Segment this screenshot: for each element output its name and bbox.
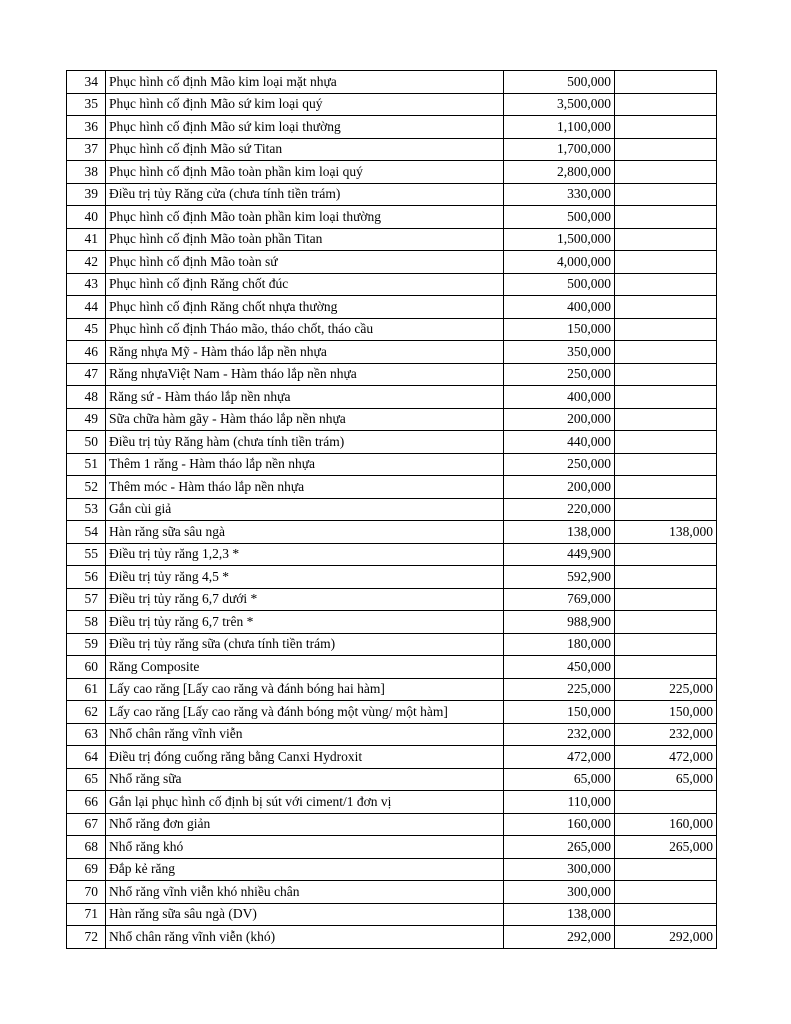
service-name-cell: Đắp kẻ răng — [106, 858, 504, 881]
row-number-cell: 49 — [67, 408, 106, 431]
price-cell: 350,000 — [504, 341, 615, 364]
insurance-price-cell — [615, 588, 717, 611]
row-number-cell: 71 — [67, 903, 106, 926]
insurance-price-cell — [615, 408, 717, 431]
insurance-price-cell — [615, 318, 717, 341]
insurance-price-cell — [615, 656, 717, 679]
price-cell: 250,000 — [504, 363, 615, 386]
row-number-cell: 56 — [67, 566, 106, 589]
price-cell: 65,000 — [504, 768, 615, 791]
row-number-cell: 59 — [67, 633, 106, 656]
service-name-cell: Điều trị tủy răng 1,2,3 * — [106, 543, 504, 566]
table-row — [67, 813, 717, 836]
service-name-cell: Gắn cùi giả — [106, 498, 504, 521]
insurance-price-cell — [615, 903, 717, 926]
insurance-price-cell: 225,000 — [615, 678, 717, 701]
insurance-price-cell — [615, 611, 717, 634]
price-cell: 250,000 — [504, 453, 615, 476]
table-row — [67, 746, 717, 769]
table-row — [67, 228, 717, 251]
table-row — [67, 116, 717, 139]
service-name-cell: Gắn lại phục hình cố định bị sút với ciment/1 đơn vị — [106, 791, 504, 814]
insurance-price-cell — [615, 183, 717, 206]
table-row — [67, 588, 717, 611]
table-row — [67, 183, 717, 206]
price-cell: 472,000 — [504, 746, 615, 769]
service-name-cell: Phục hình cố định Mão sứ kim loại quý — [106, 93, 504, 116]
row-number-cell: 51 — [67, 453, 106, 476]
insurance-price-cell — [615, 858, 717, 881]
insurance-price-cell — [615, 363, 717, 386]
price-cell: 3,500,000 — [504, 93, 615, 116]
insurance-price-cell: 292,000 — [615, 926, 717, 949]
insurance-price-cell: 65,000 — [615, 768, 717, 791]
price-cell: 150,000 — [504, 318, 615, 341]
insurance-price-cell — [615, 93, 717, 116]
row-number-cell: 66 — [67, 791, 106, 814]
insurance-price-cell — [615, 881, 717, 904]
row-number-cell: 72 — [67, 926, 106, 949]
price-cell: 200,000 — [504, 408, 615, 431]
insurance-price-cell — [615, 116, 717, 139]
row-number-cell: 60 — [67, 656, 106, 679]
table-row — [67, 93, 717, 116]
row-number-cell: 39 — [67, 183, 106, 206]
service-name-cell: Phục hình cố định Mão sứ kim loại thường — [106, 116, 504, 139]
service-name-cell: Phục hình cố định Răng chốt nhựa thường — [106, 296, 504, 319]
row-number-cell: 44 — [67, 296, 106, 319]
service-name-cell: Nhổ chân răng vĩnh viễn — [106, 723, 504, 746]
row-number-cell: 45 — [67, 318, 106, 341]
table-row — [67, 273, 717, 296]
row-number-cell: 64 — [67, 746, 106, 769]
service-name-cell: Phục hình cố định Mão toàn phần Titan — [106, 228, 504, 251]
service-name-cell: Răng sứ - Hàm tháo lắp nền nhựa — [106, 386, 504, 409]
table-row — [67, 138, 717, 161]
row-number-cell: 62 — [67, 701, 106, 724]
service-name-cell: Răng Composite — [106, 656, 504, 679]
table-row — [67, 161, 717, 184]
insurance-price-cell — [615, 431, 717, 454]
table-row — [67, 251, 717, 274]
price-cell: 2,800,000 — [504, 161, 615, 184]
service-name-cell: Hàn răng sữa sâu ngà (DV) — [106, 903, 504, 926]
insurance-price-cell — [615, 498, 717, 521]
insurance-price-cell — [615, 296, 717, 319]
price-cell: 150,000 — [504, 701, 615, 724]
insurance-price-cell — [615, 341, 717, 364]
price-cell: 110,000 — [504, 791, 615, 814]
price-cell: 225,000 — [504, 678, 615, 701]
price-cell: 1,100,000 — [504, 116, 615, 139]
table-row — [67, 543, 717, 566]
service-name-cell: Điều trị tủy răng 4,5 * — [106, 566, 504, 589]
insurance-price-cell: 160,000 — [615, 813, 717, 836]
service-name-cell: Điều trị đóng cuống răng bằng Canxi Hydroxit — [106, 746, 504, 769]
price-cell: 500,000 — [504, 71, 615, 94]
service-name-cell: Sữa chữa hàm gãy - Hàm tháo lắp nền nhựa — [106, 408, 504, 431]
table-row — [67, 71, 717, 94]
insurance-price-cell — [615, 251, 717, 274]
price-cell: 440,000 — [504, 431, 615, 454]
price-cell: 160,000 — [504, 813, 615, 836]
table-row — [67, 318, 717, 341]
row-number-cell: 41 — [67, 228, 106, 251]
price-cell: 292,000 — [504, 926, 615, 949]
service-name-cell: Lấy cao răng [Lấy cao răng và đánh bóng một vùng/ một hàm] — [106, 701, 504, 724]
row-number-cell: 38 — [67, 161, 106, 184]
table-row — [67, 701, 717, 724]
service-name-cell: Điều trị tủy răng 6,7 dưới * — [106, 588, 504, 611]
service-name-cell: Thêm móc - Hàm tháo lắp nền nhựa — [106, 476, 504, 499]
row-number-cell: 54 — [67, 521, 106, 544]
service-name-cell: Nhổ răng sữa — [106, 768, 504, 791]
row-number-cell: 53 — [67, 498, 106, 521]
table-body — [67, 71, 717, 949]
service-name-cell: Nhổ chân răng vĩnh viễn (khó) — [106, 926, 504, 949]
insurance-price-cell — [615, 791, 717, 814]
table-row — [67, 678, 717, 701]
price-cell: 988,900 — [504, 611, 615, 634]
row-number-cell: 55 — [67, 543, 106, 566]
table-row — [67, 903, 717, 926]
service-name-cell: Hàn răng sữa sâu ngà — [106, 521, 504, 544]
price-table — [66, 70, 717, 949]
table-row — [67, 723, 717, 746]
table-row — [67, 566, 717, 589]
row-number-cell: 70 — [67, 881, 106, 904]
price-cell: 138,000 — [504, 521, 615, 544]
service-name-cell: Răng nhựa Mỹ - Hàm tháo lắp nền nhựa — [106, 341, 504, 364]
row-number-cell: 68 — [67, 836, 106, 859]
row-number-cell: 63 — [67, 723, 106, 746]
price-cell: 1,500,000 — [504, 228, 615, 251]
table-row — [67, 386, 717, 409]
service-name-cell: Phục hình cố định Răng chốt đúc — [106, 273, 504, 296]
price-cell: 500,000 — [504, 273, 615, 296]
service-name-cell: Phục hình cố định Mão toàn sứ — [106, 251, 504, 274]
price-cell: 500,000 — [504, 206, 615, 229]
insurance-price-cell: 232,000 — [615, 723, 717, 746]
row-number-cell: 42 — [67, 251, 106, 274]
insurance-price-cell: 472,000 — [615, 746, 717, 769]
service-name-cell: Điều trị tủy răng 6,7 trên * — [106, 611, 504, 634]
service-name-cell: Điều trị tủy Răng cửa (chưa tính tiền trám) — [106, 183, 504, 206]
table-row — [67, 498, 717, 521]
price-cell: 300,000 — [504, 881, 615, 904]
row-number-cell: 48 — [67, 386, 106, 409]
price-cell: 300,000 — [504, 858, 615, 881]
table-row — [67, 476, 717, 499]
price-cell: 450,000 — [504, 656, 615, 679]
price-cell: 330,000 — [504, 183, 615, 206]
service-name-cell: Nhổ răng đơn giản — [106, 813, 504, 836]
insurance-price-cell: 265,000 — [615, 836, 717, 859]
table-row — [67, 768, 717, 791]
row-number-cell: 52 — [67, 476, 106, 499]
row-number-cell: 67 — [67, 813, 106, 836]
service-name-cell: Nhổ răng vĩnh viễn khó nhiều chân — [106, 881, 504, 904]
price-cell: 180,000 — [504, 633, 615, 656]
insurance-price-cell — [615, 206, 717, 229]
insurance-price-cell — [615, 543, 717, 566]
row-number-cell: 46 — [67, 341, 106, 364]
table-row — [67, 431, 717, 454]
insurance-price-cell — [615, 273, 717, 296]
row-number-cell: 65 — [67, 768, 106, 791]
table-row — [67, 341, 717, 364]
row-number-cell: 50 — [67, 431, 106, 454]
row-number-cell: 40 — [67, 206, 106, 229]
service-name-cell: Phục hình cố định Tháo mão, tháo chốt, tháo cầu — [106, 318, 504, 341]
table-row — [67, 926, 717, 949]
row-number-cell: 36 — [67, 116, 106, 139]
price-cell: 400,000 — [504, 386, 615, 409]
price-cell: 232,000 — [504, 723, 615, 746]
table-row — [67, 633, 717, 656]
price-cell: 769,000 — [504, 588, 615, 611]
service-name-cell: Phục hình cố định Mão toàn phần kim loại thường — [106, 206, 504, 229]
row-number-cell: 57 — [67, 588, 106, 611]
insurance-price-cell — [615, 228, 717, 251]
service-name-cell: Nhổ răng khó — [106, 836, 504, 859]
price-cell: 265,000 — [504, 836, 615, 859]
insurance-price-cell — [615, 161, 717, 184]
row-number-cell: 61 — [67, 678, 106, 701]
table-row — [67, 206, 717, 229]
insurance-price-cell — [615, 633, 717, 656]
row-number-cell: 35 — [67, 93, 106, 116]
service-name-cell: Phục hình cố định Mão kim loại mặt nhựa — [106, 71, 504, 94]
price-cell: 138,000 — [504, 903, 615, 926]
service-name-cell: Điều trị tủy răng sữa (chưa tính tiền trám) — [106, 633, 504, 656]
row-number-cell: 34 — [67, 71, 106, 94]
insurance-price-cell: 150,000 — [615, 701, 717, 724]
row-number-cell: 69 — [67, 858, 106, 881]
service-name-cell: Phục hình cố định Mão sứ Titan — [106, 138, 504, 161]
table-row — [67, 296, 717, 319]
service-name-cell: Phục hình cố định Mão toàn phần kim loại quý — [106, 161, 504, 184]
row-number-cell: 58 — [67, 611, 106, 634]
table-row — [67, 408, 717, 431]
table-row — [67, 881, 717, 904]
price-cell: 1,700,000 — [504, 138, 615, 161]
price-cell: 449,900 — [504, 543, 615, 566]
service-name-cell: Răng nhựaViệt Nam - Hàm tháo lắp nền nhựa — [106, 363, 504, 386]
price-cell: 592,900 — [504, 566, 615, 589]
insurance-price-cell — [615, 476, 717, 499]
table-row — [67, 453, 717, 476]
row-number-cell: 43 — [67, 273, 106, 296]
row-number-cell: 47 — [67, 363, 106, 386]
price-cell: 220,000 — [504, 498, 615, 521]
insurance-price-cell — [615, 566, 717, 589]
insurance-price-cell — [615, 386, 717, 409]
insurance-price-cell — [615, 71, 717, 94]
service-name-cell: Thêm 1 răng - Hàm tháo lắp nền nhựa — [106, 453, 504, 476]
table-row — [67, 656, 717, 679]
insurance-price-cell: 138,000 — [615, 521, 717, 544]
service-name-cell: Lấy cao răng [Lấy cao răng và đánh bóng hai hàm] — [106, 678, 504, 701]
price-cell: 200,000 — [504, 476, 615, 499]
table-row — [67, 836, 717, 859]
table-row — [67, 363, 717, 386]
price-cell: 4,000,000 — [504, 251, 615, 274]
service-name-cell: Điều trị tủy Răng hàm (chưa tính tiền trám) — [106, 431, 504, 454]
table-row — [67, 791, 717, 814]
price-cell: 400,000 — [504, 296, 615, 319]
insurance-price-cell — [615, 453, 717, 476]
table-row — [67, 611, 717, 634]
table-row — [67, 521, 717, 544]
insurance-price-cell — [615, 138, 717, 161]
row-number-cell: 37 — [67, 138, 106, 161]
table-row — [67, 858, 717, 881]
